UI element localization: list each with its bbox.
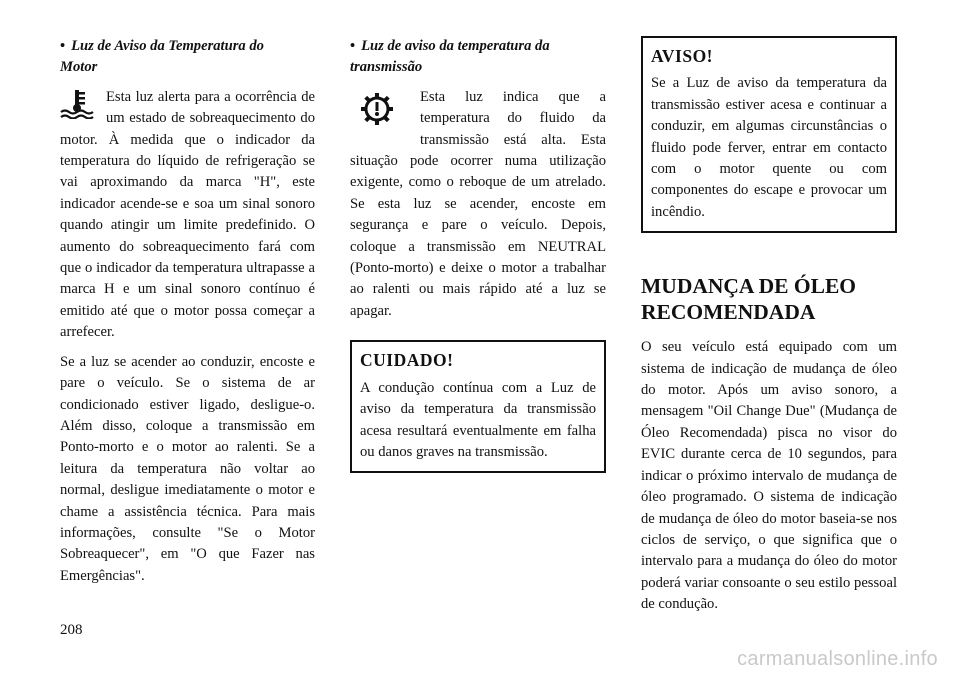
oil-change-title-line1: MUDANÇA DE ÓLEO (641, 274, 857, 299)
caution-text: A condução contínua com a Luz de aviso da temperatura da transmissão acesa resultará eventualmente em falha ou danos graves na transmissão. (360, 379, 596, 460)
bullet-icon: • (60, 38, 66, 54)
caution-box (350, 340, 606, 473)
oil-change-title-line2: RECOMENDADA (641, 300, 816, 325)
engine-temp-heading (60, 36, 315, 79)
warning-box (641, 36, 897, 233)
oil-change-paragraph: O seu veículo está equipado com um sistema de indicação de mudança de óleo do motor. Após um aviso sonoro, a mensagem "Oil Change Due" (Mudança de Óleo Recomendada) pisca no visor do EVIC durante cerca de 10 segundos, para indicar o próximo intervalo de mudança de óleo programado. O sistema de indicação de mudança de óleo do motor baseia-se nos ciclos de serviço, o que significa que o intervalo para a mudança do óleo do motor poderá variar consoante o seu estilo pessoal de condução. (641, 339, 897, 613)
oil-change-section-title (641, 273, 897, 325)
engine-temp-paragraph-1: Esta luz alerta para a ocorrência de um estado de sobreaquecimento do motor. À medida que o indicador da temperatura do líquido de refrigeração se vai aproximando da marca "H", este indicador acende-se e soa um sinal sonoro quando atingir um limite predefinido. O aumento do sobreaquecimento fará com que o indicador da temperatura ultrapasse a marca H e um sinal sonoro contínuo é emitido até que o motor possa começar a arrefecer. (60, 88, 315, 341)
bullet-icon: • (350, 38, 356, 54)
engine-temp-heading-line2: Motor (60, 59, 98, 76)
engine-temp-paragraph-2: Se a luz se acender ao conduzir, encoste e pare o veículo. Se o sistema de ar condicionado estiver ligado, desligue-o. Além disso, coloque a transmissão em Ponto-morto e o motor ao ralenti. Se a leitura da temperatura não voltar ao normal, desligue imediatamente o motor e chame a assistência técnica. Para mais informações, consulte "Se o Motor Sobreaquecer", em "O que Fazer nas Emergências". (60, 353, 315, 584)
column-left (60, 36, 315, 595)
engine-coolant-temperature-icon (60, 89, 94, 126)
transmission-temperature-gear-icon (360, 89, 394, 134)
engine-temp-heading-line1: Luz de Aviso da Temperatura do (71, 38, 264, 54)
transmission-temp-heading-line1: Luz de aviso da temperatura da (361, 38, 550, 54)
transmission-temp-heading (350, 36, 606, 79)
page-number: 208 (60, 622, 83, 638)
watermark: carmanualsonline.info (737, 648, 938, 670)
warning-title: AVISO! (651, 46, 714, 66)
caution-title: CUIDADO! (360, 350, 454, 371)
transmission-temp-heading-line2: transmissão (350, 59, 423, 76)
column-right (641, 36, 897, 624)
column-middle (350, 36, 606, 473)
transmission-temp-paragraph: Esta luz indica que a temperatura do fluido da transmissão está alta. Esta situação pode ocorrer numa utilização exigente, como o reboque de um atrelado. Se esta luz se acender, encoste em segurança e pare o veículo. Depois, coloque a transmissão em NEUTRAL (Ponto-morto) e deixe o motor a trabalhar ao ralenti ou mais rápido até a luz se apagar. (350, 88, 606, 319)
warning-text: Se a Luz de aviso da temperatura da transmissão estiver acesa e continuar a conduzir, em algumas circunstâncias o fluido pode ferver, entrar em contacto com o motor quente ou com componentes do escape e provocar um incêndio. (651, 75, 887, 220)
